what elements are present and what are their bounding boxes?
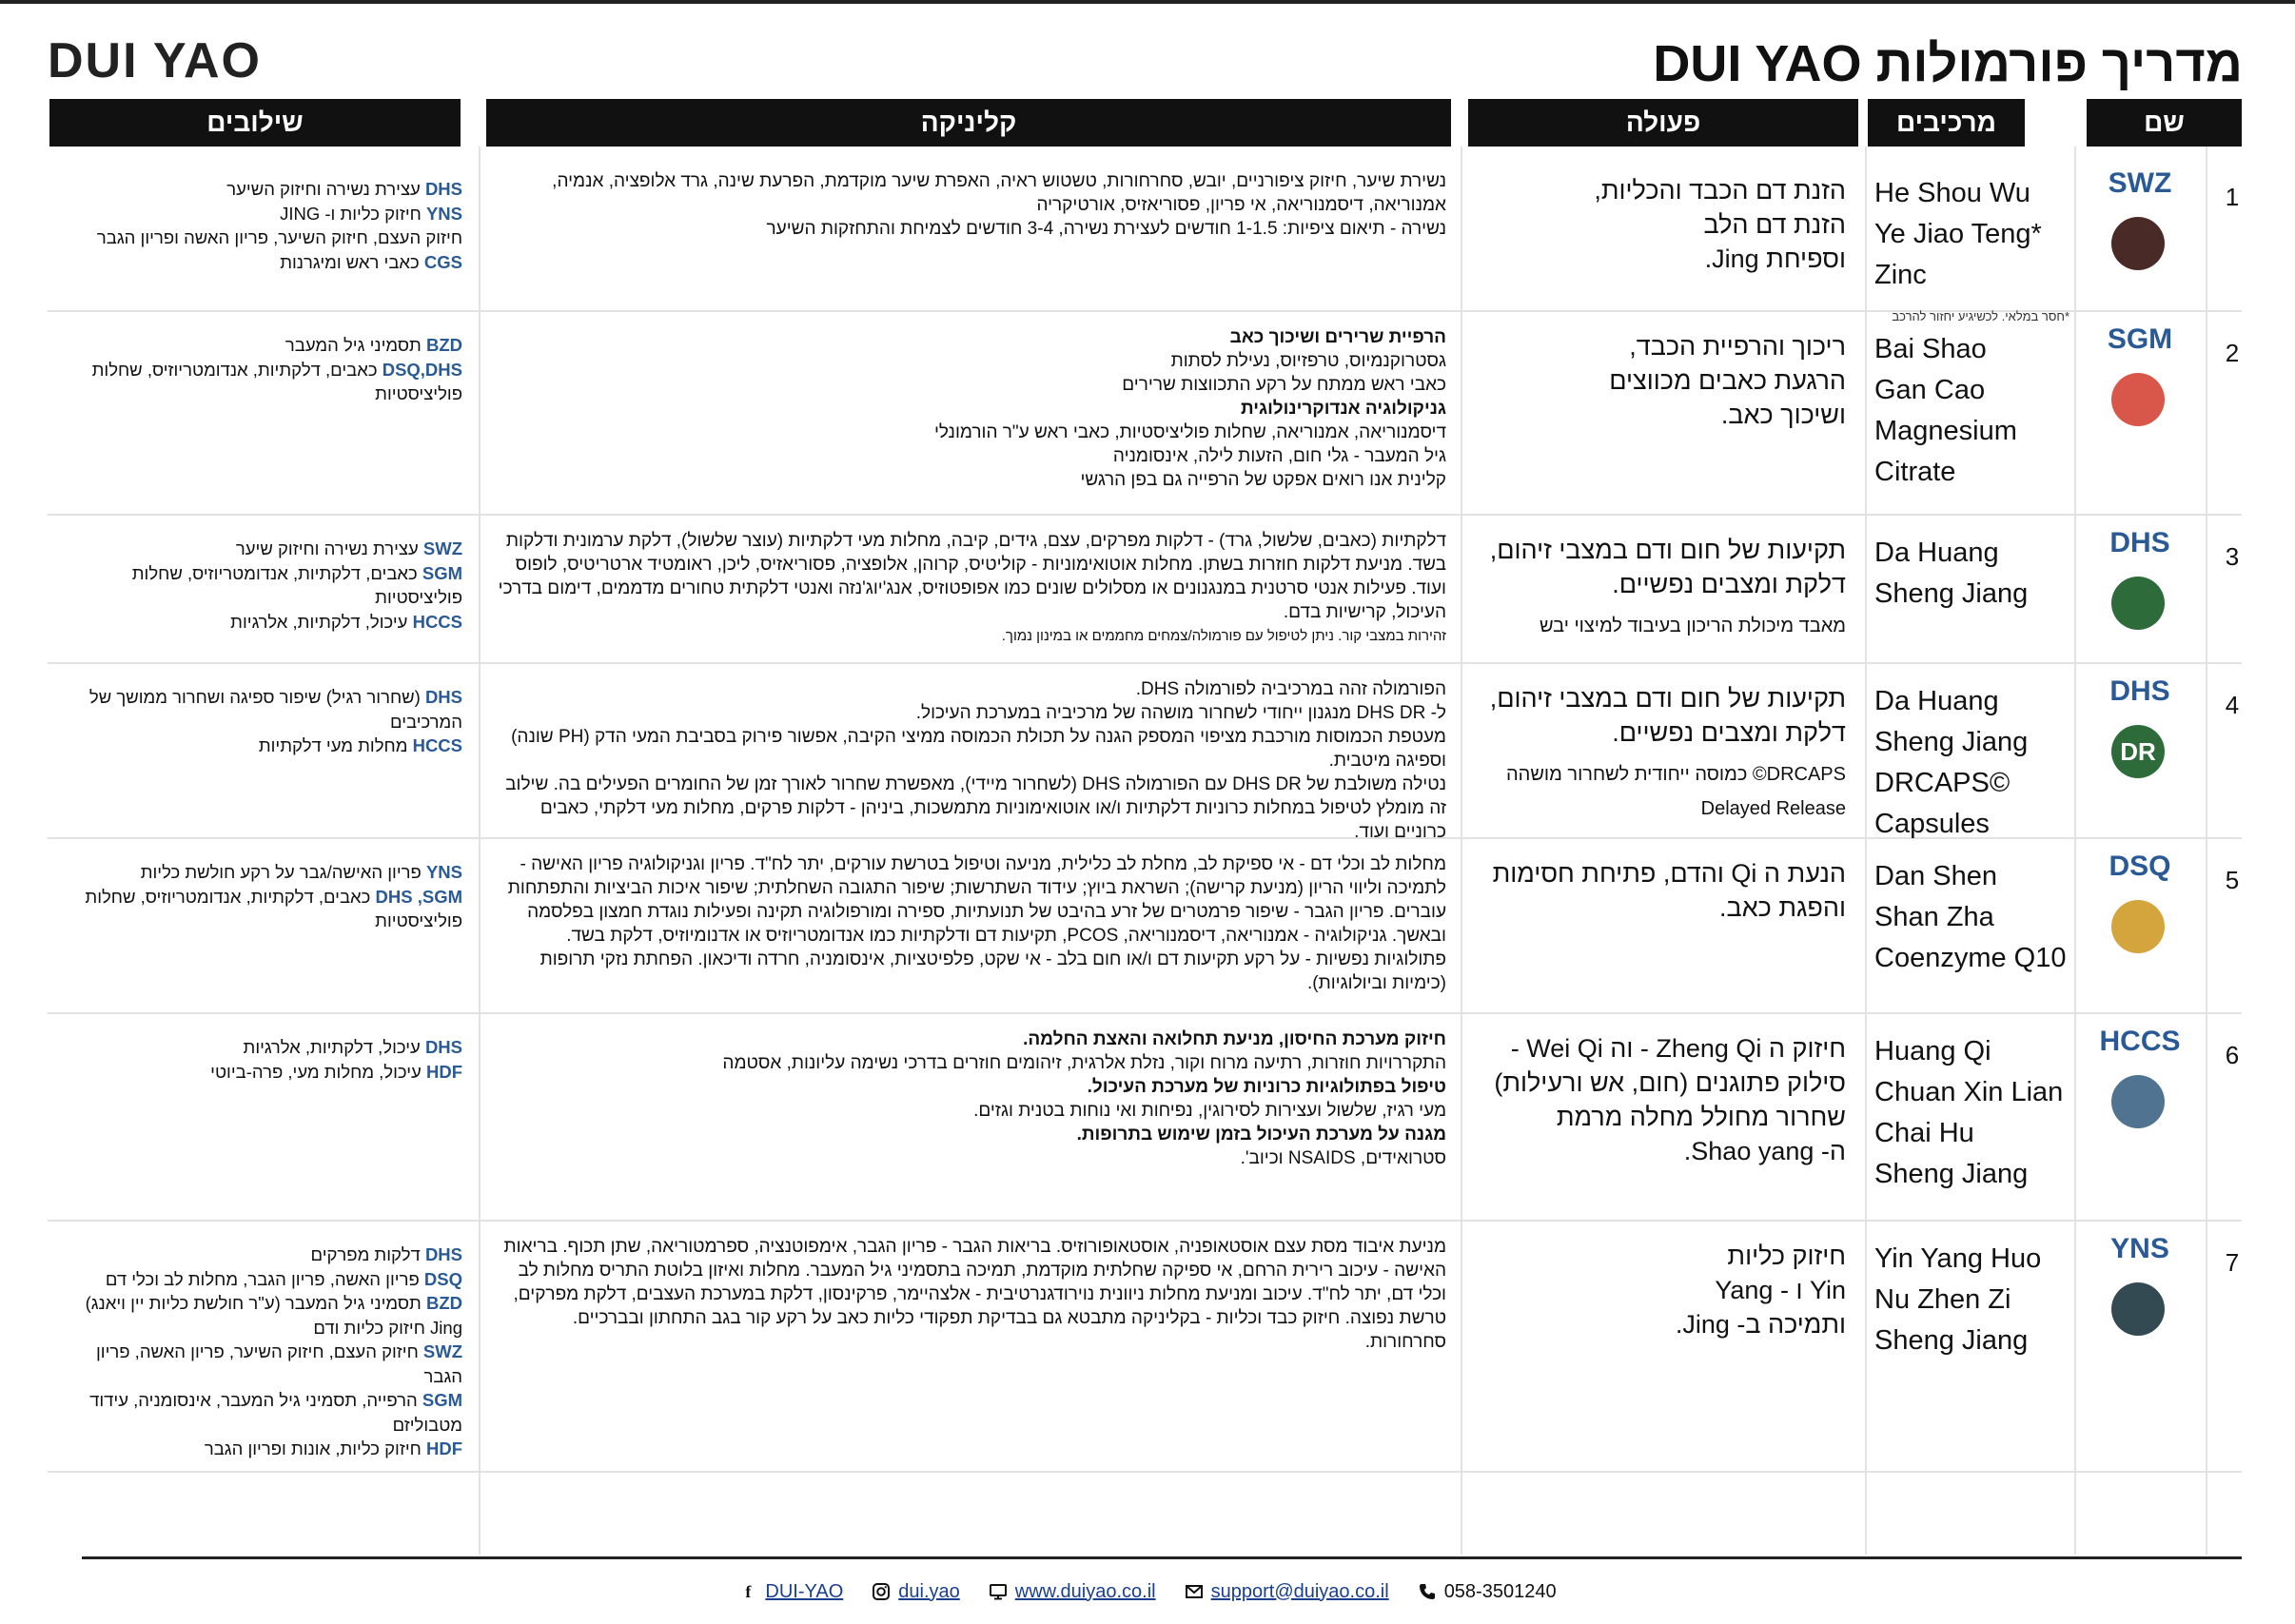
formula-color-dot [2111,577,2165,630]
combination-item [55,1388,462,1437]
ingredient-item: Gan Cao [1874,375,1986,405]
combination-item [55,1060,462,1085]
combination-text: חיזוק העצם, חיזוק השיער, פריון האשה, פריון הגבר [95,1341,462,1386]
ingredient-item: Huang Qi [1874,1036,1991,1066]
row-number: 7 [2225,1248,2240,1277]
grid-divider [479,147,481,1555]
combination-item [55,685,462,734]
action-line: חיזוק כליות [1727,1242,1846,1270]
clinic-text [495,852,1446,1014]
clinic-paragraph: נשירת שיער, חיזוק ציפורניים, יובש, סחרחורות, טשטוש ראיה, האפרת שיער מוקדמת, הפרעת שינה, גרד אלופציה, אנמיה, אמנוריאה, דיסמנוריאה, אי פריון, פסוריאזיס, אורטיקריה [552,171,1446,215]
clinic-paragraph: מעטפת הכמוסות מורכבת מציפוי המספק הגנה על תכולת הכמוסה ממיצי הקיבה, אפשור פירוק בסביבת המעי הדק (PH שונה) וספיגה מיטבית. [511,727,1446,771]
ingredient-item: Shan Zha [1874,902,1994,932]
combination-code: YNS [425,862,462,882]
combination-item [55,250,462,275]
top-border [0,0,2295,4]
combination-item [55,537,462,561]
combination-code: DSQ [423,1268,462,1289]
combination-text: (שחרור רגיל) שיפור ספיגה ושחרור ממושך של המרכיבים [88,687,462,732]
clinic-paragraph: נטילה משולבת של DHS DR עם הפורמולה DHS (לשחרור מיידי), מאפשרת שחרור לאורך זמן של החומרים הפעילים בה. שילוב זה מומלץ לטיפול במחלות כרוניות דלקתיות ו/או אוטואימוניות מתמשכות, ביניהן - דלקות פרקים, מחלות מעי דלקתי, כאבים כרוניים ועוד. [505,774,1446,842]
formula-color-dot [2111,900,2165,953]
combination-text: כאבים, דלקתיות, אנדומטריוזיס, שחלות פוליציסטיות [131,562,462,607]
footer-website[interactable] [989,1581,1156,1603]
ingredients-list [1874,329,2069,519]
action-note: מאבד מיכולת הריכון בעיבוד למיצוי יבש [1539,616,1846,636]
combination-code: DHS [424,1037,462,1057]
action-line: והפגת כאב. [1719,893,1846,922]
envelope-icon [1185,1582,1204,1601]
combination-text: פריון האישה/גבר על רקע חולשת כליות [140,862,426,882]
formula-color-dot [2111,373,2165,426]
formula-color-dot: DR [2111,725,2165,778]
clinic-paragraph: חיזוק מערכת החיסון, מניעת תחלואה והאצת החלמה. [1023,1029,1446,1049]
clinic-text [495,325,1446,516]
ingredient-item: Zinc [1874,260,1927,290]
ingredient-item: Magnesium [1874,416,2017,446]
action-text [1470,1239,1846,1477]
combination-item [55,1340,462,1388]
header-action: פעולה [1468,99,1858,147]
row-number: 3 [2225,542,2240,571]
combination-code: HCCS [412,611,462,632]
clinic-paragraph: זהירות במצבי קור. ניתן לטיפול עם פורמולה/צמחים מחממים או במינון נמוך. [1001,628,1446,644]
combination-code: DSQ,DHS [382,359,462,380]
row-number: 1 [2225,183,2240,211]
combination-text: חיזוק העצם, חיזוק השיער, פריון האשה ופריון הגבר [96,227,462,247]
combination-code: SGM [422,1390,462,1410]
clinic-paragraph: סטרואידים, NSAIDS וכיוב'. [1240,1148,1446,1168]
action-text [1470,533,1846,666]
formula-code: HCCS [2099,1026,2181,1057]
row-number: 4 [2225,691,2240,719]
footer [0,1575,2295,1609]
action-line: תקיעות של חום ודם במצבי זיהום, [1489,684,1846,713]
formula-code: YNS [2110,1233,2169,1264]
ingredient-item: Da Huang [1874,686,1999,716]
action-line: ושיכוך כאב. [1720,401,1846,429]
ingredients-list [1874,173,2069,323]
combinations-list [55,537,462,670]
clinic-paragraph: גיל המעבר - גלי חום, הזעות לילה, אינסומניה [1112,446,1446,466]
action-line: ותמיכה ב- Jing. [1675,1310,1846,1339]
ingredients-note: *חסר במלאי. לכשיגיע יחזור להרכב [1892,309,2069,323]
ingredient-item: Sheng Jiang [1874,1159,2029,1189]
combinations-list [55,177,462,320]
instagram-link[interactable]: dui.yao [898,1580,960,1602]
action-line: דלקת ומצבים נפשיים. [1612,570,1846,598]
action-line: סילוק פתוגנים (חום, אש ורעילות) [1494,1068,1846,1097]
action-line: שחרור מחולל מחלה מרמת [1556,1103,1846,1131]
header-ingredients: מרכיבים [1868,99,2025,147]
formula-code: SWZ [2108,167,2172,199]
formula-code: DHS [2109,675,2170,707]
combination-code: BZD [425,1293,462,1313]
action-line: הרגעת כאבים מכווצים [1609,366,1846,395]
ingredient-item: Sheng Jiang [1874,727,2029,757]
combination-text: כאבים, דלקתיות, אנדומטריוזיס, שחלות פוליציסטיות [91,359,462,403]
combination-text: עיכול, מחלות מעי, פרה-ביוטי [210,1061,426,1082]
ingredient-item: DRCAPS© Capsules [1874,768,2011,839]
footer-instagram[interactable] [872,1581,960,1603]
combination-item [55,610,462,635]
footer-email[interactable] [1185,1581,1389,1603]
grid-divider [1461,147,1462,1555]
combination-item [55,561,462,610]
combination-code: DHS ,SGM [375,886,462,907]
formula-code: DSQ [2109,851,2171,882]
action-note: DRCAPS© כמוסה ייחודית לשחרור מושהה Delayed Release [1505,764,1846,819]
ingredient-item: Yin Yang Huo [1874,1243,2042,1274]
ingredient-item: Da Huang [1874,538,1999,568]
combination-item [55,1267,462,1292]
clinic-paragraph: מגנה על מערכת העיכול בזמן שימוש בתרופות. [1076,1125,1446,1145]
combination-code: BZD [425,335,462,355]
ingredients-list [1874,533,2069,666]
header-name: שם [2087,99,2242,147]
email-link[interactable]: support@duiyao.co.il [1210,1580,1389,1602]
combination-text: חיזוק כליות ו- JING [280,203,426,224]
combination-code: DHS [424,179,462,199]
combination-text: כאבים, דלקתיות, אנדומטריוזיס, שחלות פוליציסטיות [85,886,462,930]
grid-divider [2074,147,2076,1555]
header-clinic: קליניקה [486,99,1451,147]
ingredients-list [1874,1031,2069,1222]
combination-text: תסמיני גיל המעבר [284,335,426,355]
brand-logo: DUI YAO [48,33,262,88]
clinic-paragraph: טיפול בפתולוגיות כרוניות של מערכת העיכול. [1087,1077,1446,1097]
action-text [1470,856,1846,1018]
combinations-list [55,860,462,1022]
ingredient-item: Nu Zhen Zi [1874,1284,2011,1315]
action-line: הזנת דם הלב [1703,210,1846,239]
clinic-text [495,1235,1446,1473]
combination-item [55,1437,462,1461]
ingredient-item: Citrate [1874,457,1956,487]
combination-text: עיכול, דלקתיות, אלרגיות [230,611,413,632]
combination-text: דלקות מפרקים [310,1244,425,1264]
facebook-link[interactable]: DUI-YAO [765,1580,844,1602]
combination-code: YNS [425,203,462,224]
combination-item [55,1242,462,1267]
clinic-text [495,529,1446,662]
combination-code: DHS [424,1244,462,1264]
ingredients-list [1874,1239,2069,1477]
clinic-paragraph: גסטרוקנמיוס, טרפזיוס, נעילת לסתות [1170,351,1446,371]
action-line: Yin ו - Yang [1715,1276,1846,1304]
row-number: 6 [2225,1041,2240,1069]
combination-code: HDF [425,1061,462,1082]
action-line: ריכוך והרפיית הכבד, [1629,332,1846,361]
combination-item [55,1035,462,1060]
combination-text: עיכול, דלקתיות, אלרגיות [243,1037,425,1057]
combinations-list [55,333,462,523]
formula-color-dot [2111,1075,2165,1128]
action-line: תקיעות של חום ודם במצבי זיהום, [1489,536,1846,564]
grid-divider [2206,147,2207,1555]
combination-text: מחלות מעי דלקתיות [258,735,413,755]
header-combos: שילובים [49,99,461,147]
combination-code: CGS [423,251,462,272]
clinic-paragraph: הפורמולה זהה במרכיביה לפורמולה DHS. [1135,679,1446,699]
action-text [1470,681,1846,843]
combination-item [55,1291,462,1316]
ingredient-item: Chuan Xin Lian [1874,1077,2064,1107]
action-line: וספיחת Jing. [1704,245,1846,273]
action-line: הזנת דם הכבד והכליות, [1594,176,1846,205]
facebook-icon: f [745,1581,752,1601]
ingredient-item: Ye Jiao Teng* [1874,219,2042,249]
clinic-paragraph: דיסמנוריאה, אמנוריאה, שחלות פוליציסטיות, כאבי ראש ע"ר הורמונלי [933,422,1446,442]
clinic-paragraph: נשירה - תיאום ציפיות: 1-1.5 חודשים לעצירת נשירה, 3-4 חודשים לצמיחת והתחזקות השיער [766,219,1446,239]
monitor-icon [989,1582,1008,1601]
combination-code: SGM [422,562,462,583]
combination-text: כאבי ראש ומיגרנות [280,251,424,272]
ingredient-item: Chai Hu [1874,1118,1974,1148]
combinations-list [55,1035,462,1225]
action-line: הנעת ה Qi והדם, פתיחת חסימות [1492,859,1846,888]
footer-phone[interactable] [1418,1581,1557,1603]
grid-divider [1865,147,1867,1555]
phone-icon [1418,1582,1437,1601]
formula-color-dot [2111,217,2165,270]
combination-item [55,358,462,406]
ingredients-list [1874,681,2069,843]
combination-text: הרפייה, תסמיני גיל המעבר, אינסומניה, עידוד מטבוליזם [89,1390,462,1435]
action-text [1470,173,1846,316]
ingredient-item: Sheng Jiang [1874,1325,2029,1356]
ingredient-item: Sheng Jiang [1874,578,2029,609]
instagram-icon [872,1582,891,1601]
combination-item [55,177,462,202]
clinic-paragraph: דלקתיות (כאבים, שלשול, גרד) - דלקות מפרקים, עצם, גידים, קיבה, מחלות מעי דלקתיות (עוצר שלשול), דלקת ערמונית ודלקות בשד. מניעת דלקות חוזרות בשתן. מחלות אוטואימוניות - קוליטיס, קרוהן, אלופציה, פסוריאזיס, ליכן, ראומטיד ארטריטיס, לופוס ועוד. פעילות אנטי סרטנית במנגנונים או מסלולים שונים כמו אפופטוזיס, אנג'יוג'נזה ואנטי דלקתית טחורים מדממים, דימום בדרכי העיכול, קרישיות בדם. [498,531,1446,622]
clinic-text [495,169,1446,312]
footer-divider [82,1556,2242,1559]
combination-code: HDF [425,1438,462,1458]
clinic-paragraph: הרפיית שרירים ושיכוך כאב [1229,327,1446,347]
formula-code: SGM [2107,323,2173,355]
combination-code: HCCS [412,735,462,755]
combinations-list [55,685,462,847]
row-number: 5 [2225,866,2240,894]
combination-text: פריון האשה, פריון הגבר, מחלות לב וכלי דם [105,1268,424,1289]
clinic-paragraph: ל- DHS DR מנגנון ייחודי לשחרור מושהה של מרכיביה במערכת העיכול. [915,703,1446,723]
clinic-paragraph: מניעת איבוד מסת עצם אוסטאופניה, אוסטאופורוזיס. בריאות הגבר - פריון הגבר, אימפוטנציה, ספרמטוריאה, שתן תכוף. בריאות האישה - עיכוב רירית הרחם, אי ספיקה שחלתית מוקדמת, תמיכה בתסמיני גיל המעבר. מחלות ואיזון בלוטת התריס מחלות לב וכלי דם, יתר לח"ד. עיכוב ומניעת מחלות ניוונית נוירודגנרטיבית - אלצהיימר, פרקינסון, דלקת במערכת העצבים, דלקת מפרקים, טרשת נפוצה. חיזוק כבד וכליות - בקליניקה מתבטא גם בבדיקת תפקודי כליות כאב על רקע קור בגב התחתון ובברכיים. סחרחורות. [503,1237,1446,1352]
formula-code: DHS [2109,527,2170,558]
clinic-paragraph: מחלות לב וכלי דם - אי ספיקת לב, מחלת לב כלילית, מניעה וטיפול בטרשת עורקים, יתר לח"ד. פריון וגניקולוגיה פריון האישה - לתמיכה וליווי הריון (מניעת קרישה); השראת ביוץ; עידוד השתרשות; שיפור התגובה השחלתית; שיפור איכות הביציות והתפתחות עוברים. פריון הגבר - שיפור פרמטרים של זרע בהיבט של תנועתיות, ספירה ומורפולוגיה תקינה ופעילות נוגדת חמצון בפלסמה ובאשך. גניקולוגיה - אמנוריאה, דיסמנוריאה, PCOS, תקיעות דם ודלקתיות כמו אנדומטריוזיס או אדנומיוזיס, דלקת בשד. פתולוגיות נפשיות - על רקע תקיעות דם ו/או חום בלב - אי שקט, פלפיטציות, אינסומניה, חרדה ודיכאון. הפחתת נזקי תרופות (כימיות וביולוגיות). [507,854,1446,993]
clinic-paragraph: כאבי ראש ממתח על רקע התכווצות שרירים [1122,375,1446,395]
ingredients-list [1874,856,2069,1018]
ingredient-item: Coenzyme Q10 [1874,943,2067,973]
combination-item [55,885,462,933]
phone-number: 058-3501240 [1443,1580,1557,1602]
clinic-paragraph: התקררויות חוזרות, רתיעה מרוח וקור, נזלת אלרגית, זיהומים חוזרים בדרכי נשימה עליונות, אסטמה [722,1053,1446,1073]
combination-text: עצירת נשירה וחיזוק שיער [235,538,423,558]
ingredient-item: He Shou Wu [1874,178,2030,208]
clinic-text [495,1027,1446,1218]
action-line: ה- Shao yang. [1683,1137,1846,1165]
action-text [1470,1031,1846,1222]
ingredient-item: Bai Shao [1874,334,1987,364]
page-title: מדריך פורמולות DUI YAO [1653,35,2243,92]
combination-text: תסמיני גיל המעבר (ע"ר חולשת כליות יין ויאנג) [85,1293,426,1313]
combination-item [55,225,462,250]
row-number: 2 [2225,339,2240,367]
ingredient-item: Dan Shen [1874,861,1997,891]
combination-text: Jing חיזוק כליות ודם [313,1317,462,1338]
combination-text: חיזוק כליות, אונות ופריון הגבר [204,1438,426,1458]
combination-code: DHS [424,687,462,707]
formula-color-dot [2111,1282,2165,1336]
combinations-list [55,1242,462,1480]
combination-item [55,734,462,758]
combination-item [55,333,462,358]
action-line: דלקת ומצבים נפשיים. [1612,718,1846,747]
combination-text: עצירת נשירה וחיזוק השיער [226,179,425,199]
clinic-paragraph: מעי רגיז, שלשול ועצירות לסירוגין, נפיחות ואי נוחות בטנית וגזים. [973,1101,1446,1121]
clinic-paragraph: קלינית אנו רואים אפקט של הרפייה גם בפן הרגשי [1080,470,1446,490]
combination-item [55,1316,462,1340]
footer-facebook[interactable] [738,1581,843,1603]
action-line: חיזוק ה Zheng Qi - וה Wei Qi - [1510,1034,1846,1063]
combination-code: SWZ [422,1341,462,1361]
clinic-paragraph: גניקולוגיה אנדוקרינולוגית [1240,399,1446,419]
combination-item [55,202,462,226]
combination-item [55,860,462,885]
action-text [1470,329,1846,519]
clinic-text [495,677,1446,842]
website-link[interactable]: www.duiyao.co.il [1014,1580,1156,1602]
combination-code: SWZ [422,538,462,558]
